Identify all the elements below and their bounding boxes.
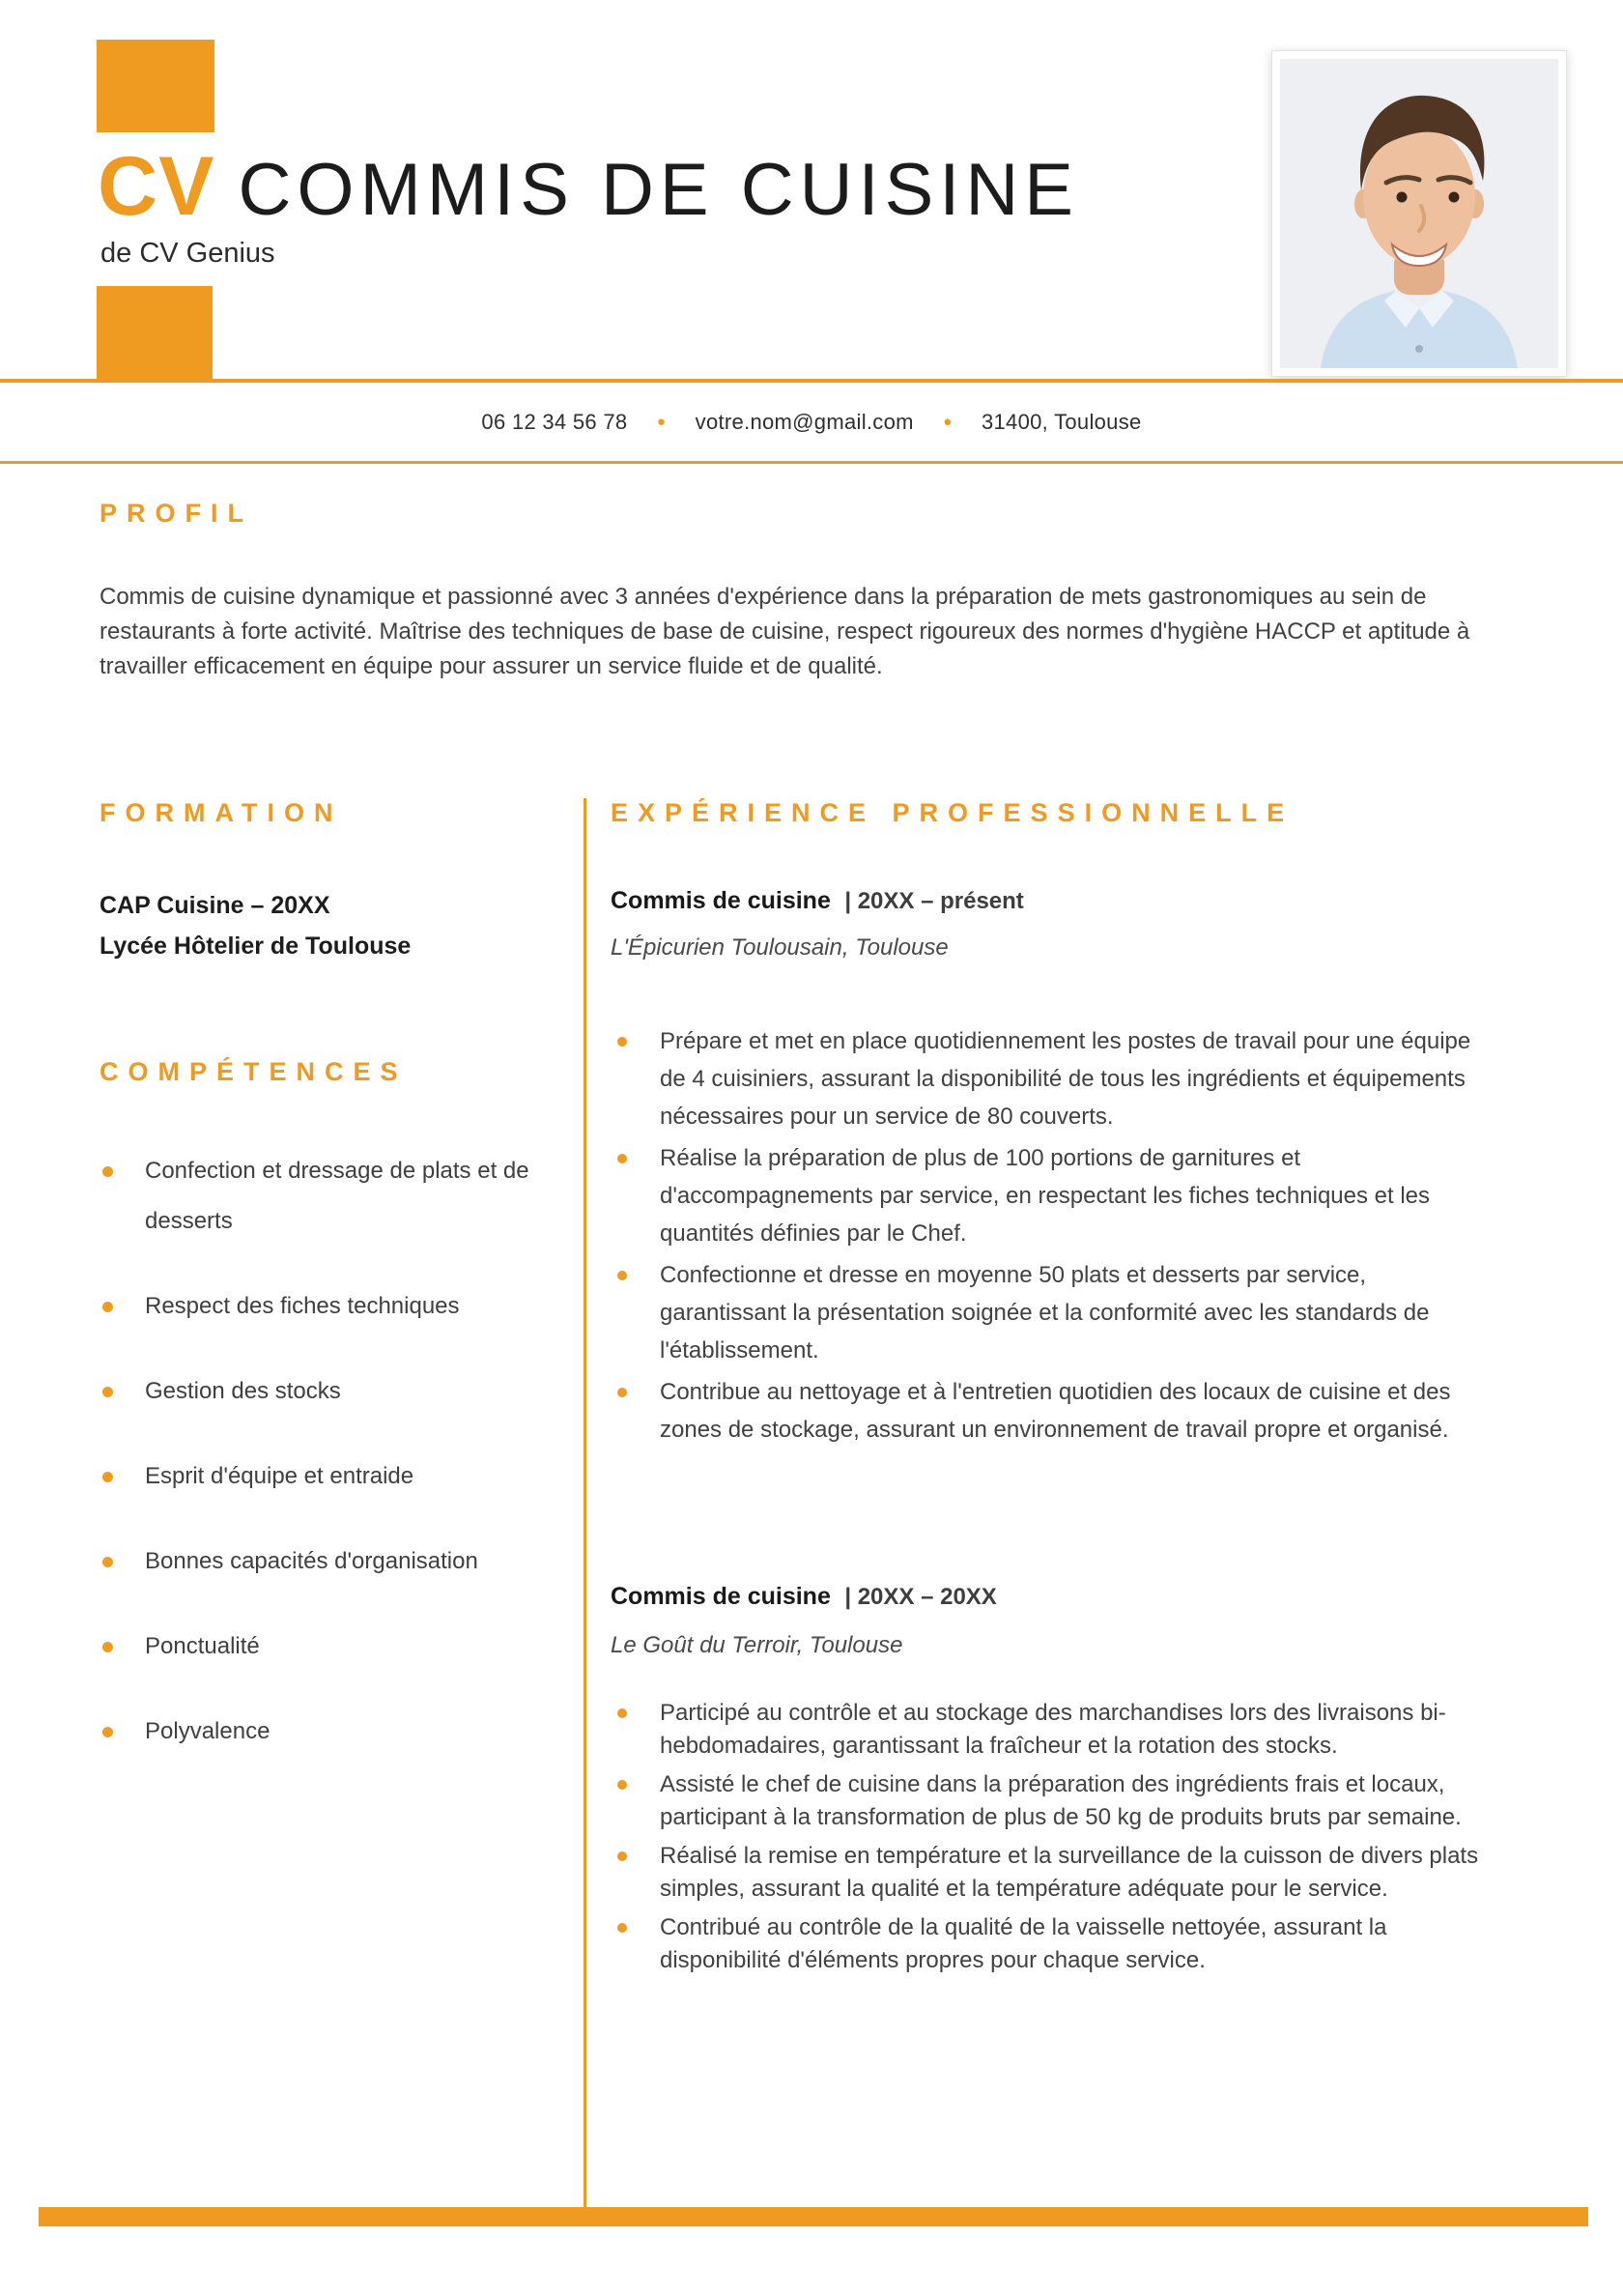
job-1-company: L'Épicurien Toulousain, Toulouse — [611, 934, 949, 961]
skill-item — [100, 1622, 539, 1672]
footer-accent-bar — [39, 2207, 1588, 2226]
contact-location: 31400, Toulouse — [981, 410, 1142, 434]
experience-bullet — [611, 1373, 1495, 1449]
section-heading-formation: FORMATION — [100, 798, 343, 827]
experience-bullet-text: Confectionne et dresse en moyenne 50 plats et desserts par service, garantissant la présentation soignée et la conformité avec les standards de l'établissement. — [660, 1262, 1430, 1363]
column-divider — [584, 798, 586, 2208]
job-2-title: Commis de cuisine — [611, 1583, 831, 1610]
orange-square-top — [97, 40, 214, 132]
header-divider-bottom — [0, 461, 1623, 464]
skill-item — [100, 1451, 539, 1502]
skills-list — [100, 1146, 539, 1792]
skill-item-label: Esprit d'équipe et entraide — [145, 1463, 414, 1489]
job-1-header — [611, 885, 1024, 920]
experience-bullet-text: Prépare et met en place quotidiennement les postes de travail pour une équipe de 4 cuisiniers, assurant la disponibilité de tous les ingrédients et équipements nécessaires pour un service de 80 couverts. — [660, 1028, 1471, 1130]
skill-item-label: Confection et dressage de plats et de desserts — [145, 1158, 529, 1234]
skill-item-label: Respect des fiches techniques — [145, 1293, 460, 1319]
skill-item-label: Polyvalence — [145, 1718, 270, 1744]
page-title: COMMIS DE CUISINE — [238, 149, 1079, 231]
skill-item — [100, 1366, 539, 1417]
job-1-dates: | 20XX – présent — [844, 888, 1024, 914]
brand-cv-logo: CV — [98, 140, 215, 233]
contact-phone: 06 12 34 56 78 — [481, 410, 628, 434]
header-divider-top — [0, 379, 1623, 383]
skill-item-label: Gestion des stocks — [145, 1378, 341, 1404]
profile-photo — [1280, 59, 1558, 368]
skill-item — [100, 1707, 539, 1757]
section-heading-experience: EXPÉRIENCE PROFESSIONNELLE — [611, 798, 1295, 827]
contact-separator-icon: ● — [943, 414, 953, 430]
experience-bullet — [611, 1022, 1495, 1135]
experience-bullet — [611, 1911, 1495, 1977]
job-2-company: Le Goût du Terroir, Toulouse — [611, 1632, 903, 1658]
section-heading-profil: PROFIL — [100, 499, 253, 528]
skill-item — [100, 1536, 539, 1587]
job-2-bullets — [611, 1697, 1495, 1983]
profile-summary: Commis de cuisine dynamique et passionné avec 3 années d'expérience dans la préparation de mets gastronomiques au sein de restaurants à forte activité. Maîtrise des techniques de base de cuisine, respect rigoureux des normes d'hygiène HACCP et aptitude à travailler efficacement en équipe pour assurer un service fluide et de qualité. — [100, 584, 1470, 679]
skill-item — [100, 1146, 539, 1247]
experience-bullet — [611, 1697, 1495, 1763]
experience-bullet — [611, 1256, 1495, 1369]
experience-bullet — [611, 1840, 1495, 1906]
job-1-title: Commis de cuisine — [611, 887, 831, 914]
education-entry — [100, 885, 411, 966]
job-2-dates: | 20XX – 20XX — [844, 1584, 997, 1610]
document-title-row — [98, 140, 1079, 233]
experience-bullet-text: Contribué au contrôle de la qualité de la vaisselle nettoyée, assurant la disponibilité d'éléments propres pour chaque service. — [660, 1914, 1387, 1973]
contact-bar — [0, 410, 1623, 435]
profile-photo-card — [1271, 50, 1567, 377]
skill-item — [100, 1281, 539, 1332]
skill-item-label: Bonnes capacités d'organisation — [145, 1548, 478, 1574]
experience-bullet-text: Réalisé la remise en température et la surveillance de la cuisson de divers plats simples, assurant la qualité et la température adéquate pour le service. — [660, 1843, 1479, 1902]
experience-bullet-text: Assisté le chef de cuisine dans la préparation des ingrédients frais et locaux, participant à la transformation de plus de 50 kg de produits bruts par semaine. — [660, 1771, 1462, 1830]
contact-email: votre.nom@gmail.com — [695, 410, 914, 434]
page-subtitle: de CV Genius — [100, 238, 275, 269]
skill-item-label: Ponctualité — [145, 1633, 260, 1659]
experience-bullet-text: Participé au contrôle et au stockage des marchandises lors des livraisons bi-hebdomadaires, garantissant la fraîcheur et la rotation des stocks. — [660, 1700, 1446, 1759]
section-heading-competences: COMPÉTENCES — [100, 1057, 408, 1086]
education-degree: CAP Cuisine – 20XX — [100, 892, 330, 919]
education-school: Lycée Hôtelier de Toulouse — [100, 933, 412, 960]
experience-bullet-text: Contribue au nettoyage et à l'entretien quotidien des locaux de cuisine et des zones de stockage, assurant un environnement de travail propre et organisé. — [660, 1379, 1451, 1443]
job-1-bullets — [611, 1022, 1495, 1452]
experience-bullet-text: Réalise la préparation de plus de 100 portions de garnitures et d'accompagnements par service, en respectant les fiches techniques et les quantités définies par le Chef. — [660, 1145, 1431, 1247]
contact-separator-icon: ● — [656, 414, 667, 430]
experience-bullet — [611, 1139, 1495, 1252]
orange-square-bottom — [97, 286, 213, 380]
job-2-header — [611, 1581, 997, 1616]
experience-bullet — [611, 1768, 1495, 1834]
